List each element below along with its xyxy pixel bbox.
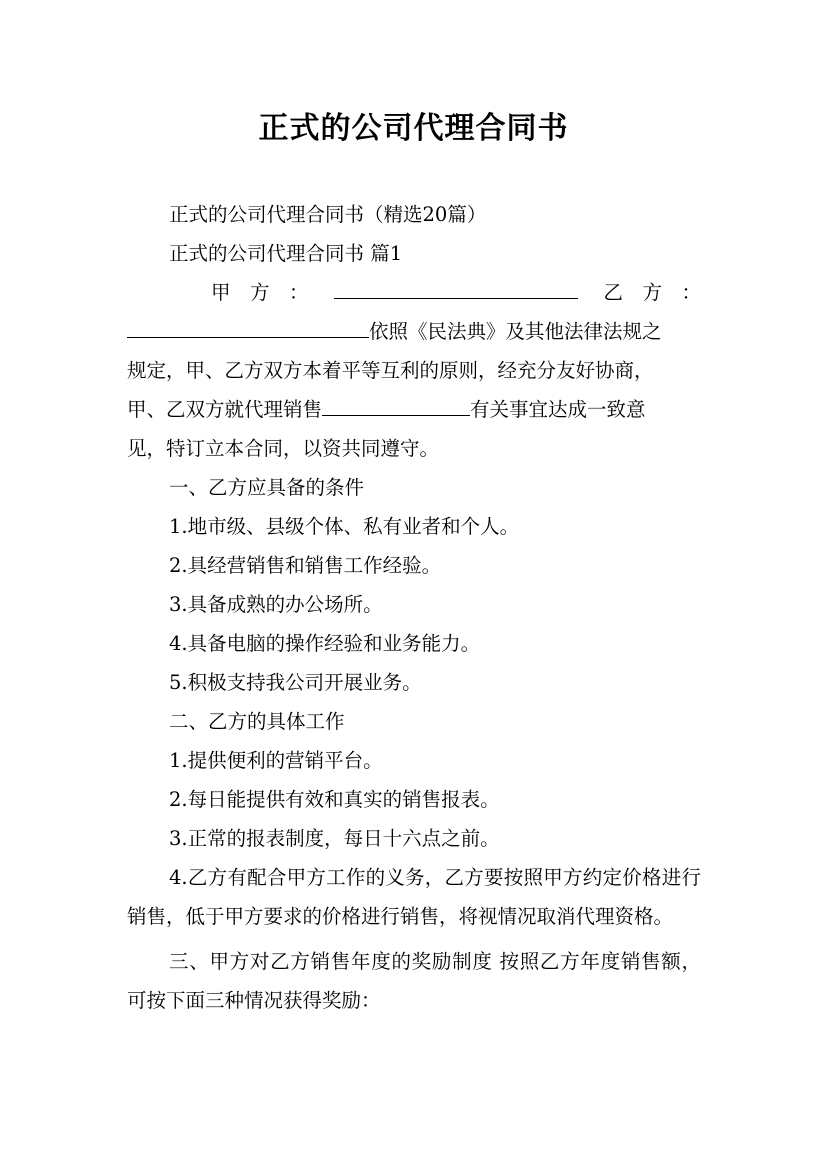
document-subtitle: 正式的公司代理合同书（精选20篇） xyxy=(169,203,487,226)
party-a-blank xyxy=(334,274,578,299)
intro-line-2 xyxy=(127,312,701,351)
document-title: 正式的公司代理合同书 xyxy=(258,111,569,146)
section1-item: 2.具经营销售和销售工作经验。 xyxy=(169,554,442,577)
section2-heading: 二、乙方的具体工作 xyxy=(169,710,345,733)
section1-item: 5.积极支持我公司开展业务。 xyxy=(169,671,422,694)
party-b-blank xyxy=(127,313,369,338)
product-blank xyxy=(322,391,470,416)
section3-paragraph: 三、甲方对乙方销售年度的奖励制度 按照乙方年度销售额，可按下面三种情况获得奖励： xyxy=(127,950,701,1012)
section2-item: 4.乙方有配合甲方工作的义务，乙方要按照甲方约定价格进行销售，低于甲方要求的价格进行销售，将视情况取消代理资格。 xyxy=(127,866,701,928)
section1-heading: 一、乙方应具备的条件 xyxy=(169,476,365,499)
party-b-label: 乙 方 ： xyxy=(603,281,701,304)
intro-line4-prefix: 甲、乙双方就代理销售 xyxy=(127,398,323,421)
section1-item: 3.具备成熟的办公场所。 xyxy=(169,593,383,616)
section1-item: 1.地市级、县级个体、私有业者和个人。 xyxy=(169,515,520,538)
intro-line4-suffix: 有关事宜达成一致意 xyxy=(470,398,646,421)
section2-item: 2.每日能提供有效和真实的销售报表。 xyxy=(169,788,500,811)
section2-item: 3.正常的报表制度，每日十六点之前。 xyxy=(169,827,500,850)
article-heading: 正式的公司代理合同书 篇1 xyxy=(169,242,403,265)
section2-item: 1.提供便利的营销平台。 xyxy=(169,749,383,772)
party-line xyxy=(127,273,701,312)
section1-item: 4.具备电脑的操作经验和业务能力。 xyxy=(169,632,481,655)
document-body xyxy=(127,195,701,1020)
intro-line-5: 见，特订立本合同，以资共同遵守。 xyxy=(127,437,440,460)
intro-line2-text: 依照《民法典》及其他法律法规之 xyxy=(369,320,662,343)
intro-line-3: 规定，甲、乙方双方本着平等互利的原则，经充分友好协商， xyxy=(127,359,654,382)
party-a-label: 甲 方 ： xyxy=(211,281,309,304)
intro-line-4 xyxy=(127,390,701,429)
